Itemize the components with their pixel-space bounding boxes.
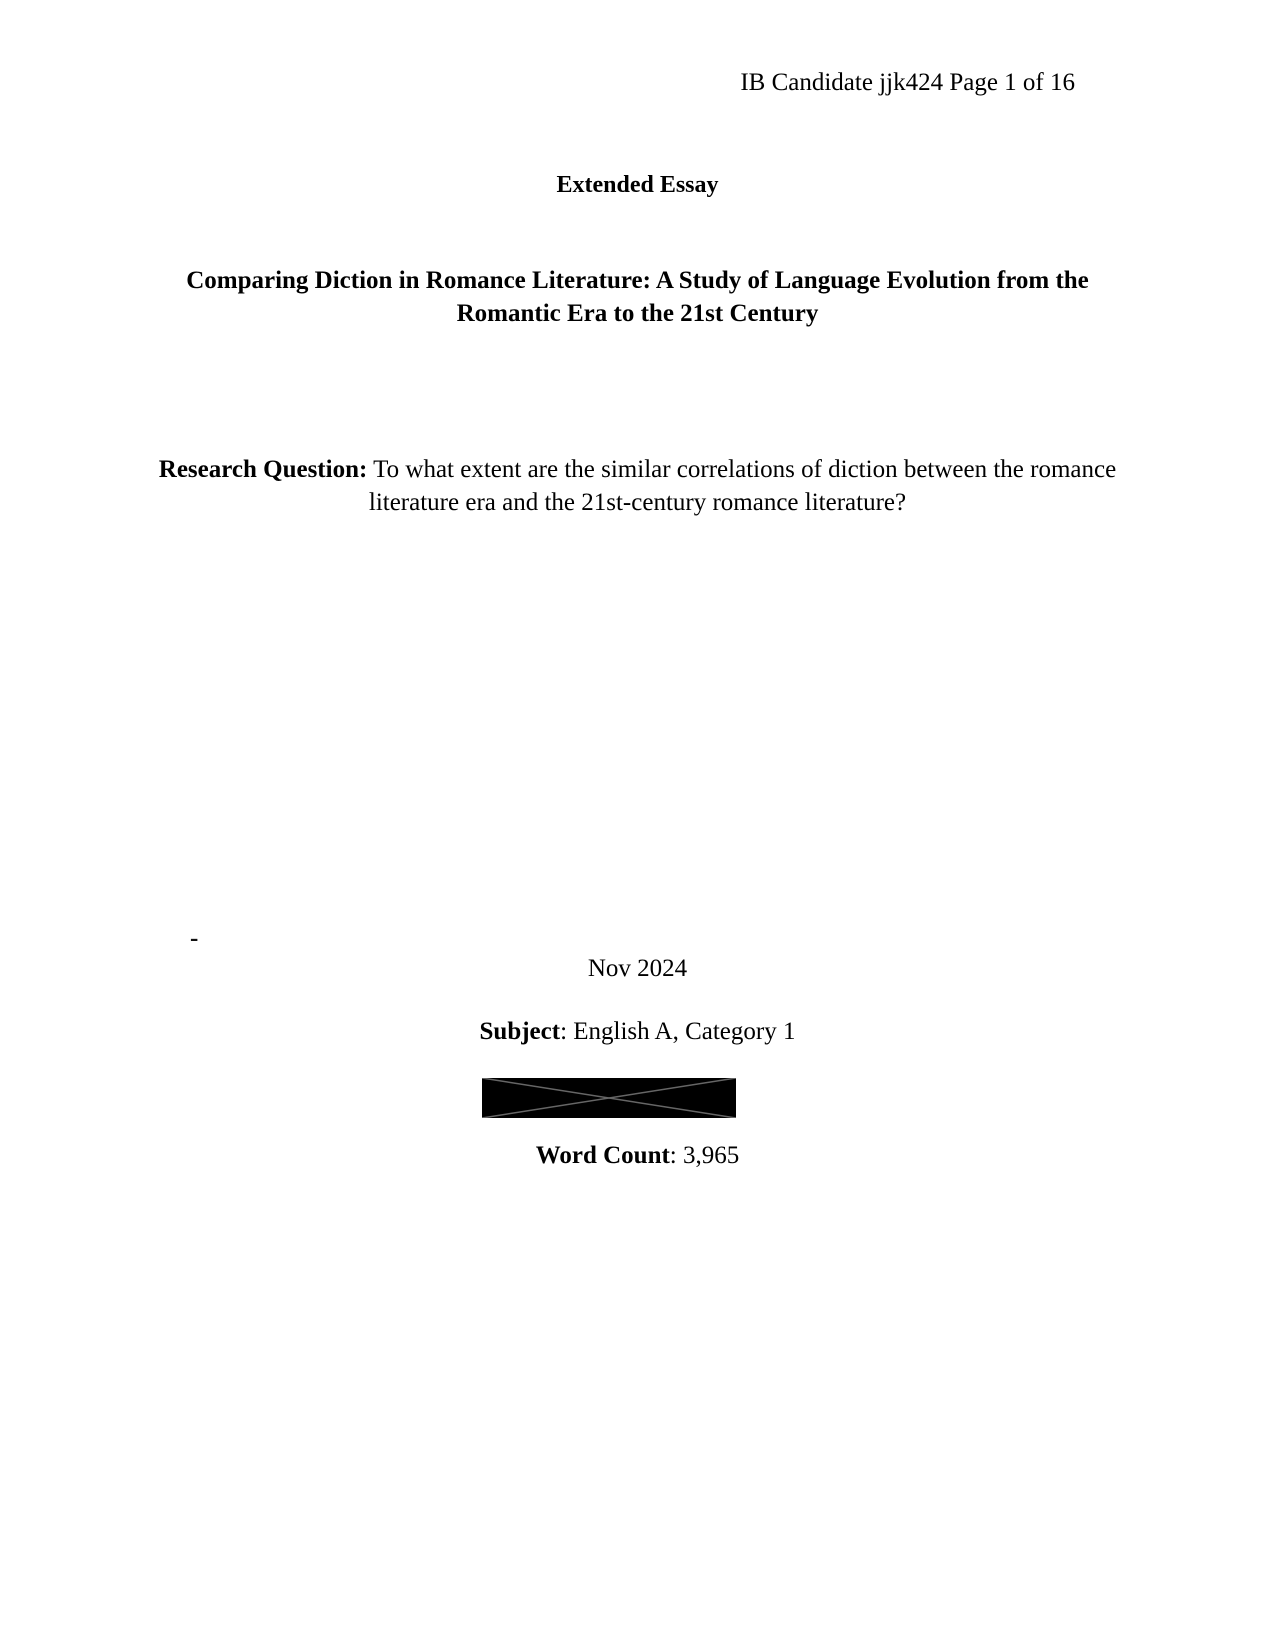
word-count-value: : 3,965 [669,1142,740,1169]
subject-value: : English A, Category 1 [560,1018,796,1045]
research-question [150,453,1125,520]
stray-dash-mark: - [190,925,199,952]
subject-label: Subject [479,1018,561,1045]
subject-line [0,1018,1275,1046]
word-count-line [0,1142,1275,1170]
word-count-label: Word Count [535,1142,670,1169]
page-header: IB Candidate jjk424 Page 1 of 16 [740,69,1075,96]
essay-title: Comparing Diction in Romance Literature: A Study of Language Evolution from the Romantic Era to the 21st Century [186,267,1089,327]
research-question-label: Research Question: [158,456,368,483]
document-type-heading: Extended Essay [556,172,719,198]
redacted-block [482,1078,736,1118]
submission-date: Nov 2024 [587,955,688,982]
research-question-text: To what extent are the similar correlations of diction between the romance literature era and the 21st-century romance literature? [367,456,1117,517]
